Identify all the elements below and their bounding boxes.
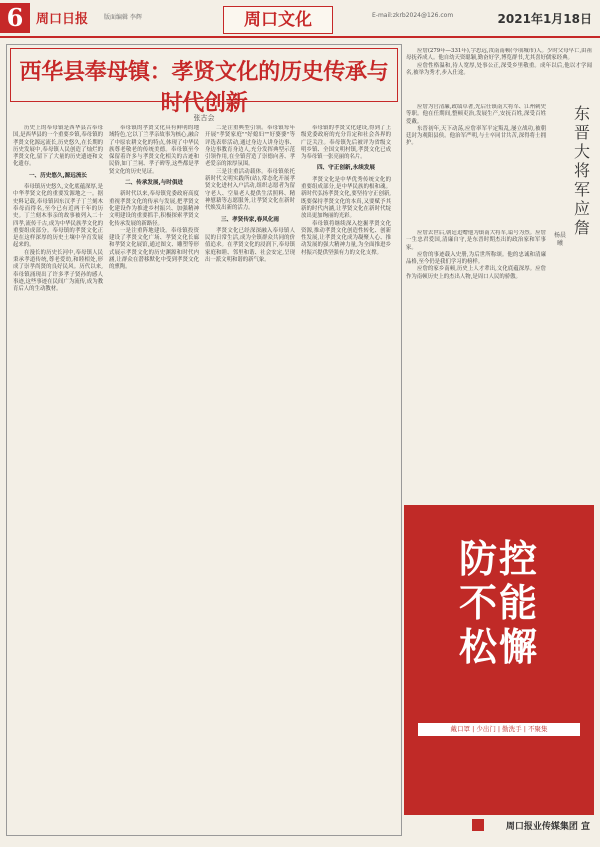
- paragraph: 在漫长的历史长河中,奉母镇人民秉承孝道传统,尊老爱幼,和睦相处,形成了崇孝尚贤的良好民风。历代以来,奉母镇涌现出了许多孝子贤孙的感人事迹,这些事迹在民间广为流传,成为教育后人的生动教材。: [13, 249, 103, 293]
- paragraph: 奉母镇的孝贤文化建设,得到了上级党委政府的充分肯定和社会各界的广泛关注。奉母镇先后被评为省级文明乡镇、全国文明村镇,孝贤文化已成为奉母镇一张亮丽的名片。: [301, 125, 391, 161]
- main-article: [6, 44, 402, 836]
- sidebar-top-text: [406, 48, 592, 98]
- article-column-3: [205, 125, 295, 830]
- paragraph: 应詹的事迹载入史册,为后世所称颂。他的忠诚和清廉品格,至今仍是我们学习的榜样。: [406, 251, 546, 266]
- page-number: 6: [0, 3, 30, 33]
- paragraph: 二是注重典型引领。奉母镇每年开展"孝贤家庭""好媳妇""好婆婆"等评选表彰活动,通过身边人讲身边事、身边事教育身边人,充分发挥典型示范引领作用,在全镇营造了崇德向善、孝老爱亲的浓厚氛围。: [205, 125, 295, 168]
- article-subhead: 四、守正创新,永续发展: [316, 165, 376, 172]
- paper-name: 周口日报: [36, 12, 89, 27]
- paragraph: 应詹的家乡南顿,历史上人才辈出,文化底蕴深厚。应詹作为南顿历史上的杰出人物,是周口人民的骄傲。: [406, 266, 546, 280]
- paragraph: 孝贤文化是中华优秀传统文化的重要组成部分,是中华民族的根和魂。新时代弘扬孝贤文化,要坚持守正创新,既要保持孝贤文化的本真,又要赋予其新的时代内涵,让孝贤文化在新时代绽放出更加绚丽的光彩。: [301, 176, 391, 220]
- masthead: [0, 0, 600, 38]
- paragraph: 奉母镇将继续深入挖掘孝贤文化资源,推动孝贤文化创造性转化、创新性发展,让孝贤文化成为凝聚人心、推动发展的强大精神力量,为全面推进乡村振兴提供坚强有力的文化支撑。: [301, 220, 391, 256]
- headline-frame: [10, 48, 398, 116]
- paragraph: 应詹性格温和,待人宽厚,处事公正,深受乡里敬重。成年以后,他以才学闻名,被举为秀才,步入仕途。: [406, 62, 592, 76]
- article-subhead: 二、传承发展,与时俱进: [124, 180, 184, 187]
- ad-sponsor-bar: [404, 816, 594, 834]
- section-title: 周口文化: [223, 6, 333, 34]
- paragraph: 奉母镇历史悠久,文化底蕴深厚,是中华孝贤文化的重要发源地之一。据史料记载,奉母镇因东汉孝子丁兰刻木奉母而得名,至今已有近两千年的历史。丁兰刻木事亲的故事被列入二十四孝,流传千古,成为中华民族孝文化的重要组成部分。奉母镇的孝贤文化正是在这样深厚的历史土壤中孕育发展起来的。: [13, 184, 103, 249]
- paragraph: 孝贤文化已经深深融入奉母镇人民的日常生活,成为全镇群众共同的价值追求。在孝贤文化的浸润下,奉母镇家庭和睦、邻里和谐、社会安定,呈现出一派文明和谐的新气象。: [205, 227, 295, 264]
- sidebar-author: 杨晨曦: [554, 232, 567, 247]
- ad-headline: 防控 不能 松懈: [458, 537, 539, 669]
- ad-sponsor: 周口报业传媒集团 宣: [505, 822, 590, 832]
- paragraph: 应詹为官清廉,政绩卓著,先后任镇南大将军、江州刺史等职。他在任期间,整顿吏治,发展生产,安抚百姓,深受百姓爱戴。: [406, 104, 546, 125]
- article-column-2: [109, 125, 199, 830]
- article-headline: 西华县奉母镇：孝贤文化的历史传承与时代创新: [19, 59, 389, 116]
- article-column-1: [13, 125, 103, 830]
- paragraph: 三是注重活动载体。奉母镇依托新时代文明实践所(站),常态化开展孝贤文化进村入户活动,组织志愿者为留守老人、空巢老人提供生活照料、精神慰藉等志愿服务,让孝贤文化在新时代焕发出新的活力。: [205, 168, 295, 212]
- paragraph: 东晋初年,天下动荡,应詹率军平定叛乱,屡立战功,被朝廷封为观阳县侯。他治军严明,与士卒同甘共苦,深得将士拥护。: [406, 125, 546, 147]
- sidebar-mid-text: [406, 104, 546, 224]
- issue-date: 2021年1月18日: [497, 12, 592, 26]
- paragraph: 一是注重阵地建设。奉母镇投资建设了孝贤文化广场、孝贤文化长廊和孝贤文化展馆,通过图文、雕塑等形式展示孝贤文化的历史渊源和时代内涵,让群众在潜移默化中受到孝贤文化的熏陶。: [109, 227, 199, 271]
- article-column-4: [301, 125, 391, 830]
- paragraph: 应詹(279年—331年),字思远,汝南南顿(今项城市)人。少时父母早亡,由祖母抚养成人。他自幼天资聪颖,勤奋好学,博览群书,尤其喜好儒家经典。: [406, 48, 592, 62]
- public-service-ad: [404, 505, 594, 815]
- paragraph: 新时代以来,奉母镇党委政府高度重视孝贤文化的传承与发展,把孝贤文化建设作为推进乡村振兴、加强精神文明建设的重要抓手,积极探索孝贤文化传承发展的新路径。: [109, 191, 199, 227]
- article-subhead: 三、孝贤传家,春风化雨: [220, 216, 280, 223]
- article-subhead: 一、历史悠久,源远流长: [28, 172, 88, 179]
- sponsor-logo-icon: [472, 819, 484, 831]
- contact-line: E-mail:zkrb2024@126.com: [372, 12, 454, 19]
- sidebar-body-text: [406, 230, 546, 500]
- article-byline: 张古会: [193, 114, 215, 122]
- paragraph: 奉母镇的孝贤文化具有鲜明的地域特色,它以丁兰孝亲故事为核心,融合了中原农耕文化的特点,体现了中华民族尊老敬老的传统美德。奉母镇至今保留着许多与孝贤文化相关的古迹和民俗,如丁兰祠、孝子碑等,这些都是孝贤文化的历史见证。: [109, 125, 199, 175]
- ad-subline: 戴口罩 | 少出门 | 勤洗手 | 不聚集: [418, 723, 580, 736]
- paragraph: 应詹去世后,朝廷追赠他为镇南大将军,谥号为烈。应詹一生忠君爱国,清廉自守,是东晋时期杰出的政治家和军事家。: [406, 230, 546, 251]
- editor-line: 版面编辑 李辉: [104, 14, 142, 21]
- sidebar-title: 东晋大将军应詹: [573, 104, 590, 237]
- paragraph: 历史上的奉母镇是西华县古奉母国,是西华县的一个重要乡镇,奉母镇的孝贤文化源远流长,历史悠久,在长期的历史发展中,奉母镇人民创造了灿烂的孝贤文化,留下了大量的历史遗迹和文化遗存。: [13, 125, 103, 168]
